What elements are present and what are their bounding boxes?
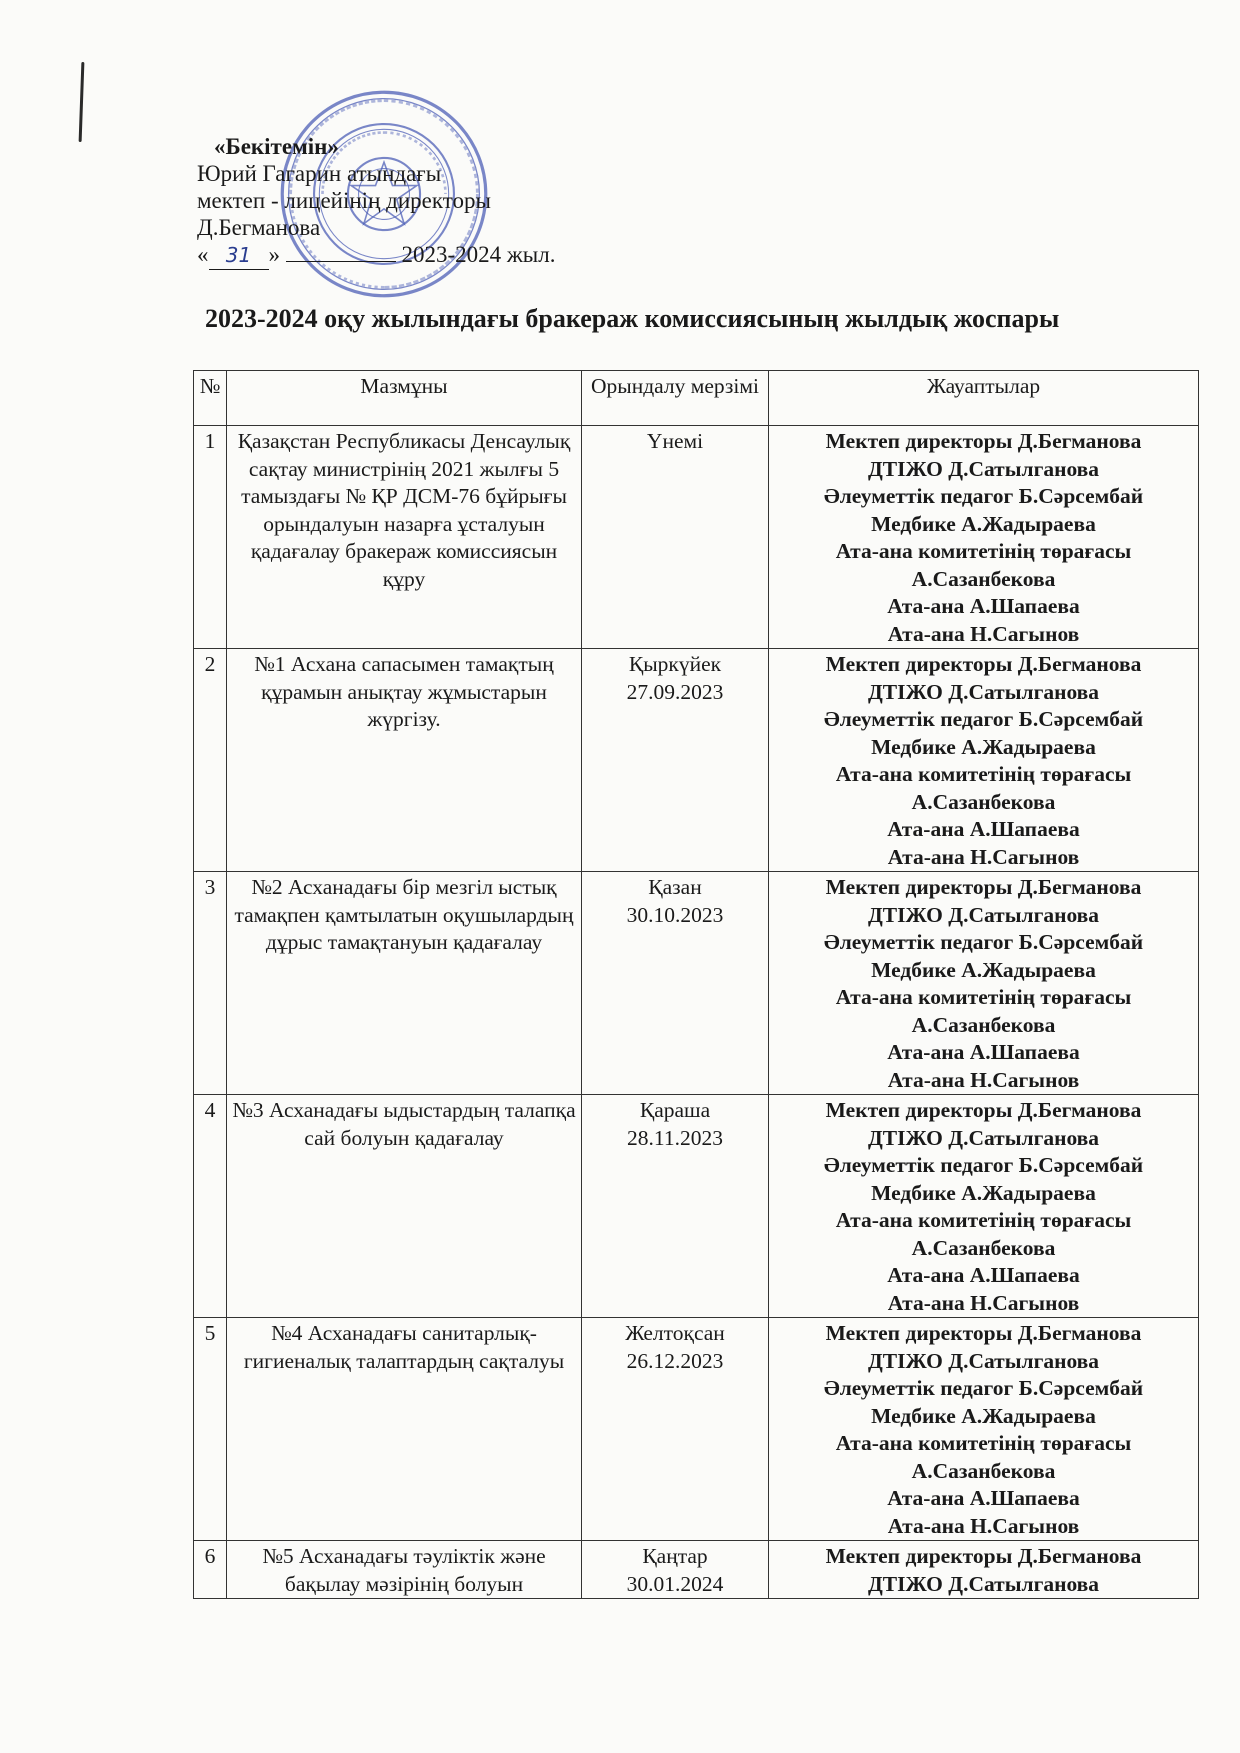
responsible-person: Ата-ана А.Шапаева	[887, 1263, 1080, 1287]
header-responsible: Жауаптылар	[769, 371, 1199, 426]
term-date: 30.10.2023	[626, 902, 724, 927]
responsible-person: Мектеп директоры Д.Бегманова	[825, 875, 1142, 899]
row-term	[582, 1318, 769, 1541]
term-date: 28.11.2023	[627, 1125, 723, 1150]
table-row	[194, 1318, 1199, 1541]
term-date: 27.09.2023	[626, 679, 724, 704]
row-number: 2	[194, 649, 227, 872]
row-term	[582, 1095, 769, 1318]
responsible-person: Медбике А.Жадыраева	[871, 511, 1096, 536]
row-content: №3 Асханадағы ыдыстардың талапқа сай болуын қадағалау	[227, 1095, 582, 1318]
responsible-person: А.Сазанбекова	[911, 1235, 1056, 1260]
responsible-person: Ата-ана комитетінің төрағасы	[835, 539, 1132, 563]
responsible-person: ДТІЖО Д.Сатылганова	[867, 902, 1100, 927]
date-month-blank	[286, 243, 396, 262]
responsible-person: Ата-ана комитетінің төрағасы	[835, 1208, 1132, 1232]
term-month: Үнемі	[646, 429, 704, 453]
row-term	[582, 426, 769, 649]
responsible-person: Мектеп директоры Д.Бегманова	[825, 1544, 1142, 1568]
term-month: Қаңтар	[642, 1544, 708, 1568]
responsible-person: Әлеуметтік педагог Б.Сәрсембай	[823, 484, 1144, 508]
row-responsible	[769, 1541, 1199, 1599]
row-term	[582, 649, 769, 872]
row-number: 1	[194, 426, 227, 649]
responsible-person: Мектеп директоры Д.Бегманова	[825, 652, 1142, 676]
plan-table	[193, 370, 1199, 1599]
responsible-person: ДТІЖО Д.Сатылганова	[867, 456, 1100, 481]
responsible-person: Әлеуметтік педагог Б.Сәрсембай	[823, 1153, 1144, 1177]
responsible-person: Медбике А.Жадыраева	[871, 734, 1096, 759]
table-row	[194, 426, 1199, 649]
row-term	[582, 1541, 769, 1599]
row-content: №1 Асхана сапасымен тамақтың құрамын анықтау жұмыстарын жүргізу.	[227, 649, 582, 872]
responsible-person: ДТІЖО Д.Сатылганова	[867, 1348, 1100, 1373]
responsible-person: Медбике А.Жадыраева	[871, 1180, 1096, 1205]
responsible-person: Ата-ана А.Шапаева	[887, 817, 1080, 841]
row-number: 4	[194, 1095, 227, 1318]
date-open-quote: «	[197, 242, 209, 267]
term-month: Желтоқсан	[625, 1321, 725, 1345]
term-date: 30.01.2024	[626, 1571, 724, 1596]
approval-line-1: Юрий Гагарин атындағы	[197, 161, 442, 186]
row-term	[582, 872, 769, 1095]
responsible-person: Ата-ана А.Шапаева	[887, 594, 1080, 618]
document-title: 2023-2024 оқу жылындағы бракераж комиссиясының жылдық жоспары	[205, 304, 1060, 333]
row-content: Қазақстан Республикасы Денсаулық сақтау министрінің 2021 жылғы 5 тамыздағы № ҚР ДСМ-76 бұйрығы орындалуын назарға ұсталуын қадағалау бракераж комиссиясын құру	[227, 426, 582, 649]
term-month: Қазан	[648, 875, 702, 899]
responsible-person: Медбике А.Жадыраева	[871, 957, 1096, 982]
responsible-person: Мектеп директоры Д.Бегманова	[825, 1098, 1142, 1122]
plan-table-body	[194, 426, 1199, 1599]
responsible-person: Ата-ана А.Шапаева	[887, 1040, 1080, 1064]
header-content: Мазмұны	[227, 371, 582, 426]
responsible-person: ДТІЖО Д.Сатылганова	[867, 1571, 1100, 1596]
responsible-person: Ата-ана Н.Сагынов	[887, 621, 1080, 646]
row-content: №5 Асханадағы тәуліктік және бақылау мәзірінің болуын	[227, 1541, 582, 1599]
date-close-quote: »	[268, 242, 280, 267]
row-number: 3	[194, 872, 227, 1095]
table-header-row	[194, 371, 1199, 426]
row-content: №4 Асханадағы санитарлық-гигиеналық талаптардың сақталуы	[227, 1318, 582, 1541]
row-responsible	[769, 1095, 1199, 1318]
responsible-person: А.Сазанбекова	[911, 1458, 1056, 1483]
approval-date-line	[197, 241, 555, 270]
margin-pen-mark	[79, 62, 85, 142]
responsible-person: Ата-ана Н.Сагынов	[887, 844, 1080, 869]
row-number: 5	[194, 1318, 227, 1541]
responsible-person: Ата-ана комитетінің төрағасы	[835, 985, 1132, 1009]
responsible-person: Мектеп директоры Д.Бегманова	[825, 1321, 1142, 1345]
responsible-person: Ата-ана А.Шапаева	[887, 1486, 1080, 1510]
row-number: 6	[194, 1541, 227, 1599]
responsible-person: ДТІЖО Д.Сатылганова	[867, 1125, 1100, 1150]
table-row	[194, 1541, 1199, 1599]
responsible-person: Ата-ана Н.Сагынов	[887, 1067, 1080, 1092]
responsible-person: Әлеуметтік педагог Б.Сәрсембай	[823, 1376, 1144, 1400]
responsible-person: Әлеуметтік педагог Б.Сәрсембай	[823, 930, 1144, 954]
row-responsible	[769, 649, 1199, 872]
table-row	[194, 649, 1199, 872]
responsible-person: Ата-ана Н.Сагынов	[887, 1290, 1080, 1315]
header-number: №	[194, 371, 227, 426]
approval-block	[197, 133, 555, 270]
responsible-person: Ата-ана комитетінің төрағасы	[835, 1431, 1132, 1455]
responsible-person: А.Сазанбекова	[911, 789, 1056, 814]
term-month: Қыркүйек	[628, 652, 722, 676]
row-responsible	[769, 872, 1199, 1095]
responsible-person: Мектеп директоры Д.Бегманова	[825, 429, 1142, 453]
approval-line-2: мектеп - лицейінің директоры	[197, 188, 491, 213]
responsible-person: Ата-ана комитетінің төрағасы	[835, 762, 1132, 786]
row-responsible	[769, 1318, 1199, 1541]
row-responsible	[769, 426, 1199, 649]
table-row	[194, 872, 1199, 1095]
header-term: Орындалу мерзімі	[582, 371, 769, 426]
responsible-person: Әлеуметтік педагог Б.Сәрсембай	[823, 707, 1144, 731]
table-row	[194, 1095, 1199, 1318]
responsible-person: Ата-ана Н.Сагынов	[887, 1513, 1080, 1538]
row-content: №2 Асханадағы бір мезгіл ыстық тамақпен қамтылатын оқушылардың дұрыс тамақтануын қадағалау	[227, 872, 582, 1095]
term-date: 26.12.2023	[626, 1348, 724, 1373]
approval-heading: «Бекітемін»	[214, 134, 339, 159]
responsible-person: А.Сазанбекова	[911, 1012, 1056, 1037]
term-month: Қараша	[639, 1098, 711, 1122]
responsible-person: ДТІЖО Д.Сатылганова	[867, 679, 1100, 704]
approval-line-3: Д.Бегманова	[197, 215, 321, 240]
date-day: 31	[209, 242, 269, 270]
date-year: 2023-2024 жыл.	[401, 242, 556, 267]
responsible-person: А.Сазанбекова	[911, 566, 1056, 591]
responsible-person: Медбике А.Жадыраева	[871, 1403, 1096, 1428]
